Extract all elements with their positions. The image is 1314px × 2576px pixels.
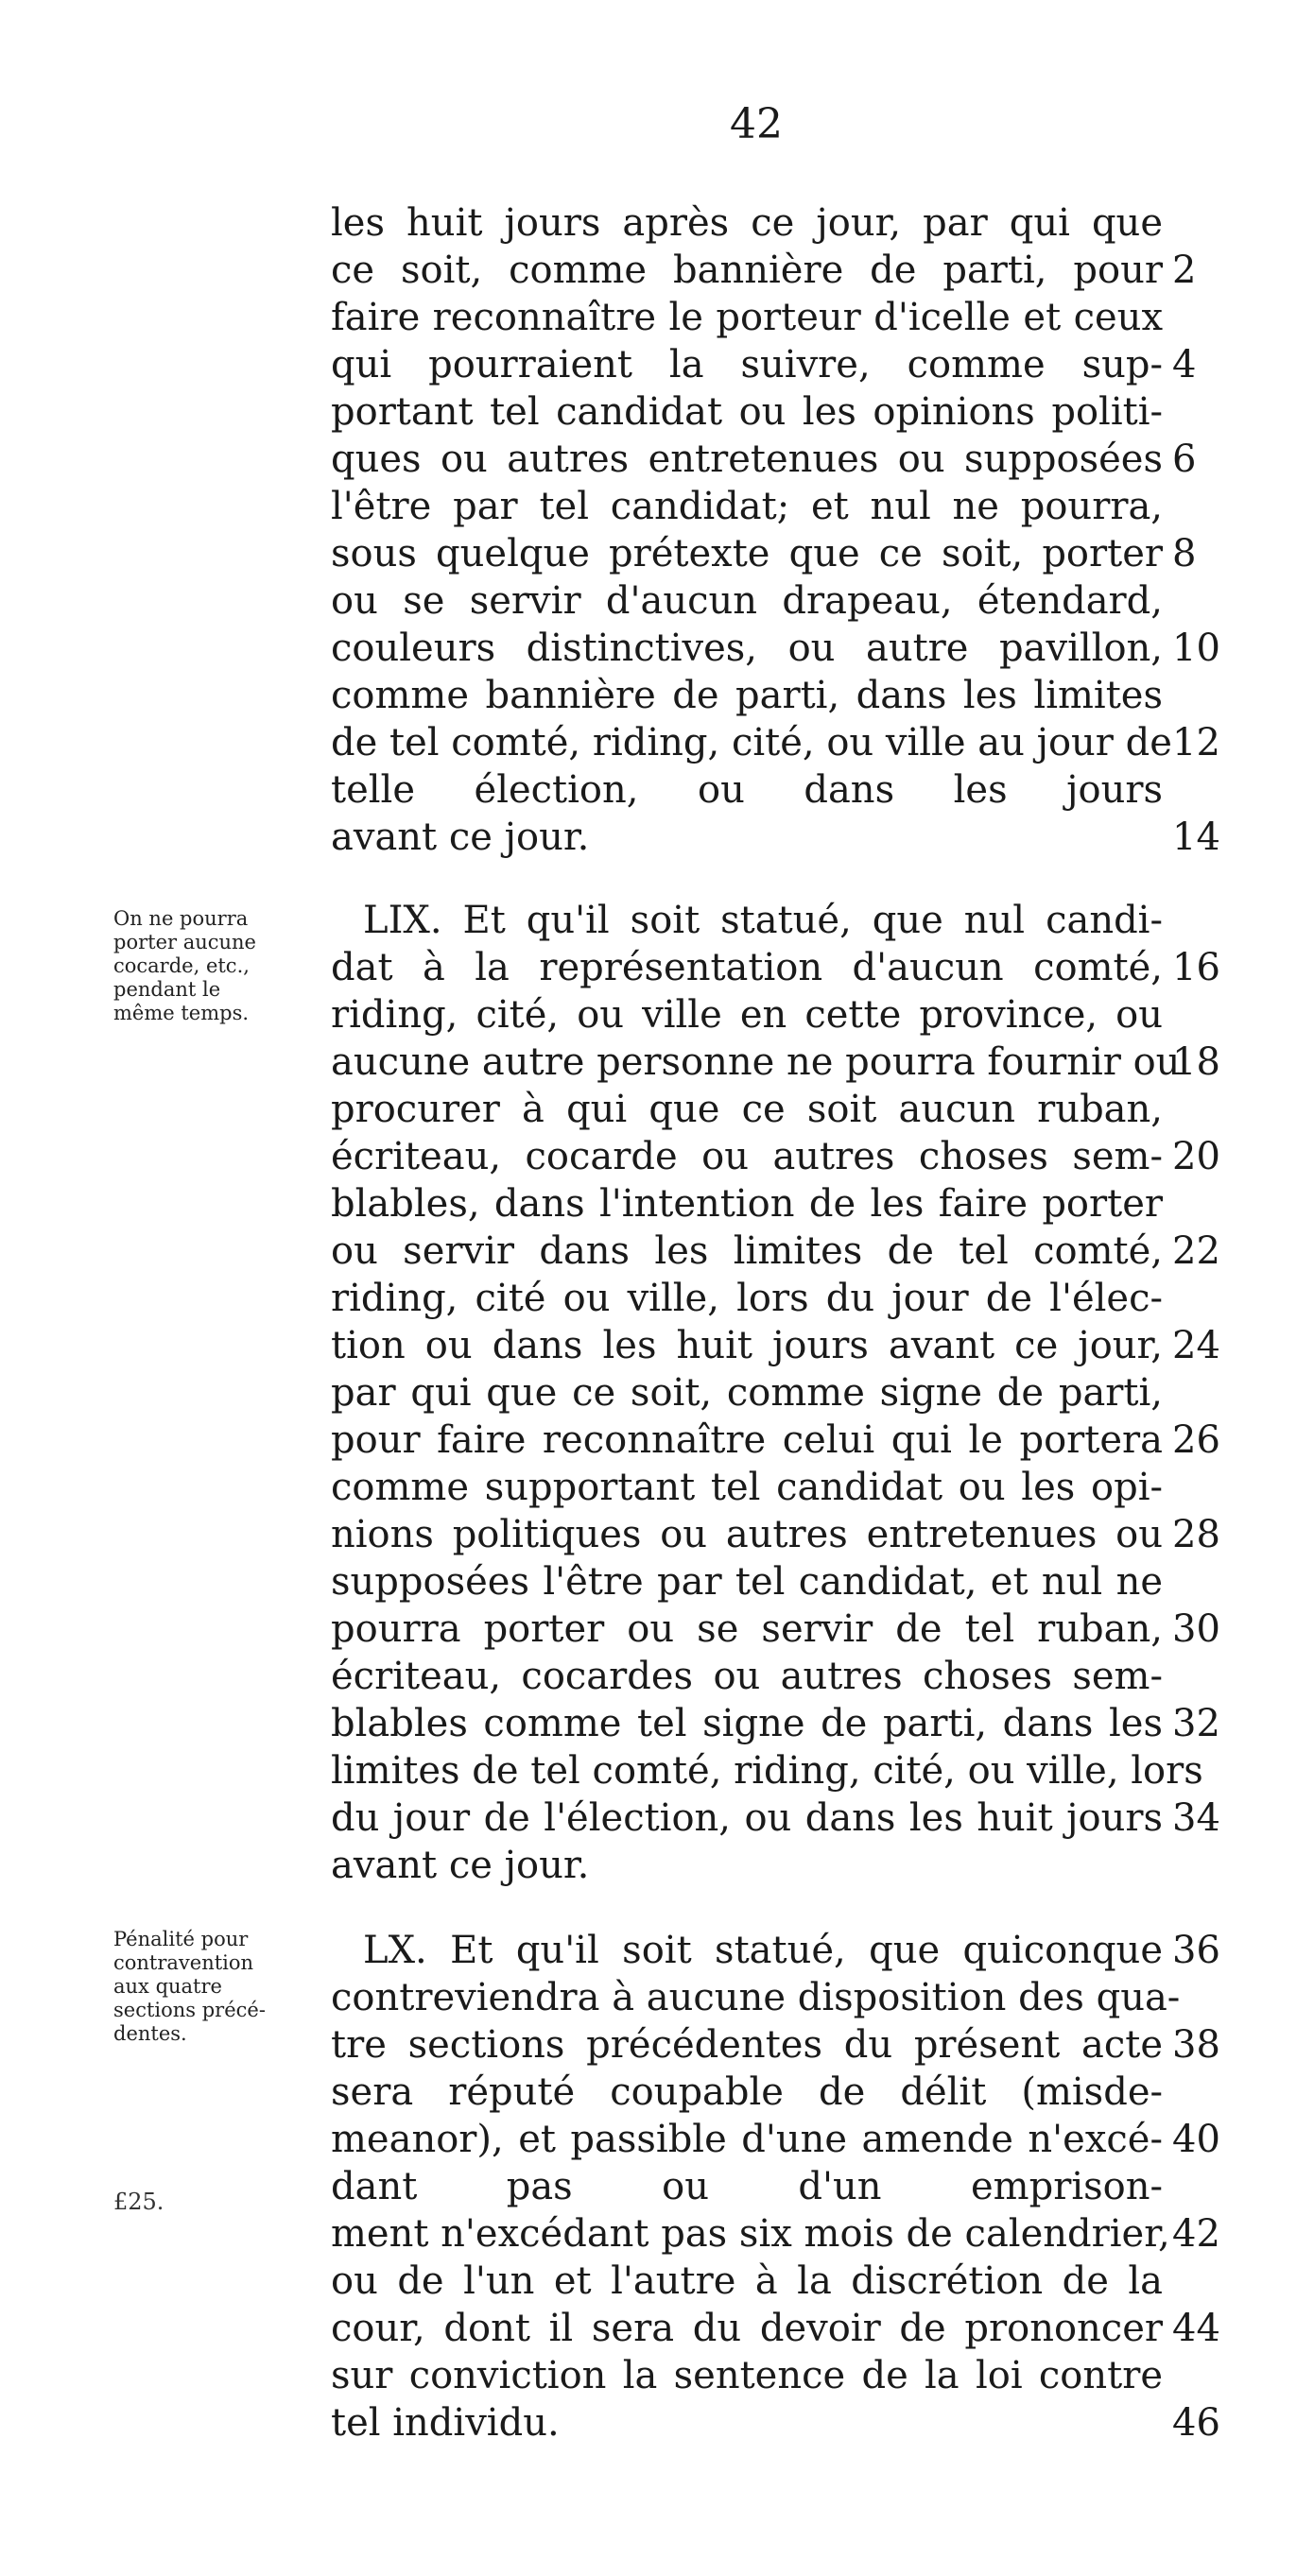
line-number: 14 [1172,816,1220,859]
margin-note-line: dentes. [113,2022,187,2045]
text-line: du jour de l'élection, ou dans les huit jours [331,1796,1163,1840]
text-line: blables, dans l'intention de les faire porter [331,1182,1163,1226]
text-line: sur conviction la sentence de la loi contre [331,2354,1163,2397]
text-line: procurer à qui que ce soit aucun ruban, [331,1088,1163,1131]
text-line: supposées l'être par tel candidat, et nul ne [331,1560,1163,1604]
text-line: par qui que ce soit, comme signe de parti, [331,1371,1163,1415]
text-line: ou servir dans les limites de tel comté, [331,1229,1163,1273]
line-number: 26 [1172,1418,1220,1462]
line-number: 2 [1172,249,1197,292]
text-line: dant pas ou d'un emprison- [331,2165,1163,2208]
text-line: tel individu. [331,2401,560,2445]
line-number: 38 [1172,2023,1220,2067]
line-number: 34 [1172,1796,1220,1840]
text-line: riding, cité ou ville, lors du jour de l'élec- [331,1277,1163,1320]
text-line: les huit jours après ce jour, par qui que [331,201,1163,245]
text-line: couleurs distinctives, ou autre pavillon, [331,627,1163,670]
text-line: telle élection, ou dans les jours [331,768,1163,812]
line-number: 40 [1172,2118,1220,2161]
line-number: 20 [1172,1135,1220,1178]
text-line: aucune autre personne ne pourra fournir ou [331,1040,1181,1084]
margin-note-lx [113,1928,303,2046]
margin-note-line: porter aucune [113,931,256,953]
text-line: comme supportant tel candidat ou les opi- [331,1466,1163,1509]
text-line: portant tel candidat ou les opinions politi- [331,390,1163,434]
margin-note-line: cocarde, etc., [113,954,250,977]
page-number: 42 [730,100,783,148]
margin-note-line: sections précé- [113,1999,266,2021]
text-line: pourra porter ou se servir de tel ruban, [331,1607,1163,1651]
text-line: cour, dont il sera du devoir de prononcer [331,2307,1163,2350]
line-number: 10 [1172,627,1220,670]
text-line: l'être par tel candidat; et nul ne pourra, [331,485,1163,528]
margin-note-line: Pénalité pour [113,1928,249,1950]
text-line: meanor), et passible d'une amende n'excé- [331,2118,1163,2161]
line-number: 22 [1172,1229,1220,1273]
text-line: avant ce jour. [331,816,590,859]
margin-note-lix [113,907,303,1025]
text-line: tion ou dans les huit jours avant ce jour, [331,1324,1163,1367]
text-line: écriteau, cocarde ou autres choses sem- [331,1135,1163,1178]
text-line: blables comme tel signe de parti, dans les [331,1702,1163,1745]
line-number: 12 [1172,721,1220,764]
text-line: ou de l'un et l'autre à la discrétion de la [331,2259,1163,2303]
line-number: 32 [1172,1702,1220,1745]
text-line: riding, cité, ou ville en cette province, ou [331,993,1163,1037]
line-number: 46 [1172,2401,1220,2445]
text-line: sous quelque prétexte que ce soit, porter [331,532,1163,575]
margin-note-line: contravention [113,1951,254,1974]
text-line: écriteau, cocardes ou autres choses sem- [331,1655,1163,1698]
section-heading-line: LIX. Et qu'il soit statué, que nul candi- [363,899,1163,942]
text-line: ou se servir d'aucun drapeau, étendard, [331,579,1163,623]
line-number: 28 [1172,1513,1220,1556]
text-line: ment n'excédant pas six mois de calendrier, [331,2212,1170,2256]
text-line: comme bannière de parti, dans les limites [331,674,1163,717]
line-number: 42 [1172,2212,1220,2256]
text-line: qui pourraient la suivre, comme sup- [331,343,1163,386]
margin-note-line: On ne pourra [113,907,249,930]
text-line: sera réputé coupable de délit (misde- [331,2070,1163,2114]
line-number: 36 [1172,1929,1220,1972]
text-line: avant ce jour. [331,1844,590,1887]
line-number: 30 [1172,1607,1220,1651]
line-number: 44 [1172,2307,1220,2350]
line-number: 24 [1172,1324,1220,1367]
text-line: de tel comté, riding, cité, ou ville au jour de [331,721,1172,764]
text-line: nions politiques ou autres entretenues ou [331,1513,1163,1556]
text-line: pour faire reconnaître celui qui le portera [331,1418,1163,1462]
margin-fine-amount: £25. [113,2189,164,2215]
line-number: 4 [1172,343,1197,386]
line-number: 18 [1172,1040,1220,1084]
margin-note-line: pendant le [113,978,221,1001]
text-line: tre sections précédentes du présent acte [331,2023,1163,2067]
text-line: limites de tel comté, riding, cité, ou ville, lors [331,1749,1203,1793]
margin-note-line: aux quatre [113,1975,222,1998]
text-line: dat à la représentation d'aucun comté, [331,946,1163,989]
line-number: 16 [1172,946,1220,989]
text-line: ce soit, comme bannière de parti, pour [331,249,1163,292]
text-line: contreviendra à aucune disposition des qua- [331,1976,1181,2019]
line-number: 8 [1172,532,1197,575]
line-number: 6 [1172,438,1197,481]
text-line: ques ou autres entretenues ou supposées [331,438,1163,481]
section-heading-line: LX. Et qu'il soit statué, que quiconque [363,1929,1163,1972]
margin-note-line: même temps. [113,1002,250,1024]
text-line: faire reconnaître le porteur d'icelle et ceux [331,296,1163,339]
